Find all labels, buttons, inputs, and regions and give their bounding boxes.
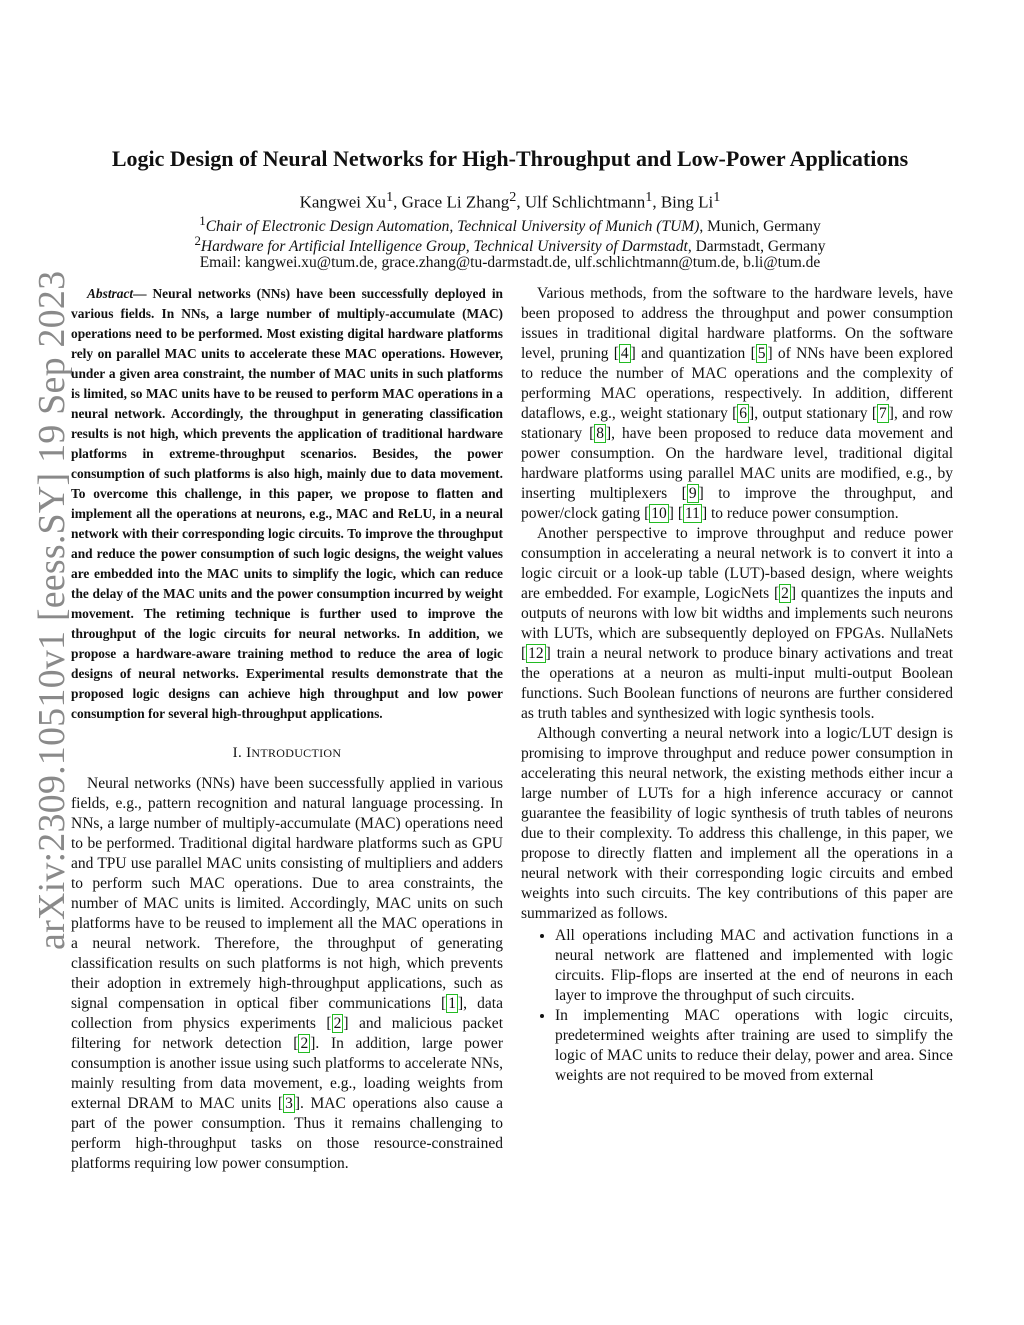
- citation-link[interactable]: 4: [620, 345, 629, 362]
- citation-link[interactable]: 3: [285, 1095, 293, 1112]
- abstract: Abstract— Neural networks (NNs) have been successfully deployed in various fields. In NNs, a large number of multiply-accumulate (MAC) operations need to be performed. Most existing digital hardware platforms rely on parallel MAC units to accelerate these MAC operations. However, under a given area constraint, the number of MAC units in such platforms is limited, so MAC units have to be reused to perform MAC operations in a neural network. Accordingly, the throughput in generating classification results is not high, which prevents the application of traditional hardware platforms in extreme-throughput scenarios. Besides, the power consumption of such platforms is also high, mainly due to data movement. To overcome this challenge, in this paper, we propose to flatten and implement all the operations at neurons, e.g., MAC and ReLU, in a neural network with their corresponding logic circuits. To improve the throughput and reduce the power consumption of such logic designs, the weight values are embedded into the MAC units to simplify the logic, which can reduce the delay of the MAC units and the power consumption incurred by weight movement. The retiming technique is further used to improve the throughput of the logic circuits for neural networks. In addition, we propose a hardware-aware training method to reduce the area of logic designs of neural networks. Experimental results demonstrate that the proposed logic designs can achieve high throughput and low power consumption for several high-throughput applications.: [71, 286, 503, 721]
- author-affiliation-mark: 1: [645, 189, 653, 205]
- citation-link[interactable]: 6: [739, 405, 748, 422]
- author-affiliation-mark: 1: [713, 189, 721, 205]
- affiliation-location: , Munich, Germany: [699, 218, 821, 236]
- citation-link[interactable]: 2: [333, 1015, 342, 1032]
- list-item: • All operations including MAC and activation functions in a neural network are flattened and implemented with logic circuits. Flip-flops are inserted at the end of neurons in each layer to improve the throughput of such circuits.: [555, 926, 953, 1006]
- affiliation-mark: 2: [194, 233, 201, 248]
- intro-paragraph-4: Although converting a neural network into a logic/LUT design is promising to improve throughput and reduce power consumption in accelerating this neural network, the existing methods either incur a large number of LUTs for a high inference accuracy or cannot guarantee the feasibility of logic synthesis of truth tables of neurons due to their complexity. To address this challenge, in this paper, we propose to directly flatten and implement all the operations in a neural network with their corresponding logic circuits and embed weights into such circuits. The key contributions of this paper are summarized as follows.: [521, 725, 953, 922]
- affiliation-location: , Darmstadt, Germany: [687, 238, 826, 256]
- author-emails: Email: kangwei.xu@tum.de, grace.zhang@tu-darmstadt.de, ulf.schlichtmann@tum.de, b.li@tum.de: [199, 254, 821, 271]
- citation-link[interactable]: 8: [596, 425, 604, 442]
- right-column: [521, 284, 953, 1086]
- citation-link[interactable]: 9: [688, 485, 697, 502]
- list-item: • In implementing MAC operations with logic circuits, predetermined weights after training are used to simplify the logic of MAC units to reduce their delay, power and area. Since weights are not required to be moved from external: [555, 1006, 953, 1086]
- contributions-list: [521, 926, 953, 1086]
- citation-link[interactable]: 2: [300, 1035, 309, 1052]
- citation-link[interactable]: 11: [685, 505, 700, 522]
- section-heading-introduction: I. INTRODUCTION: [232, 745, 342, 761]
- intro-paragraph-2: Various methods, from the software to the hardware levels, have been proposed to address the throughput and power consumption issues in traditional digital hardware platforms. On the software level, pruning [ 4 ] and quantization [ 5 ] of NNs have been explored to reduce the number of MAC operations and the complexity of performing MAC operations, respectively. In addition, different dataflows, e.g., weight stationary [ 6 ], output stationary [ 7 ], and row stationary [ 8 ], have been proposed to reduce data movement and power consumption. On the hardware level, traditional digital hardware platforms using parallel MAC units are modified, e.g., by inserting multiplexers [ 9 ] to improve the throughput, and power/clock gating [ 10 ] [ 11 ] to reduce power consumption.: [521, 285, 953, 522]
- citation-link[interactable]: 2: [781, 585, 789, 602]
- intro-paragraph-1: Neural networks (NNs) have been successfully applied in various fields, e.g., pattern recognition and natural language processing. In NNs, a large number of multiply-accumulate (MAC) operations need to be performed. Traditional digital hardware platforms such as GPU and TPU use parallel MAC units consisting of multipliers and adders to perform such MAC operations. Due to area constraints, the number of MAC units is limited. Accordingly, MAC units on such platforms have to be reused to implement all the MAC operations in a neural network. Therefore, the throughput of generating classification results on such platforms is not high, which prevents their adoption in extremely high-throughput applications, such as signal compensation in optical fiber communications [ 1 ], data collection from physics experiments [ 2 ] and malicious packet filtering for network detection [ 2 ]. In addition, large power consumption is another issue using such platforms to accelerate NNs, mainly resulting from data movement, e.g., loading weights from external DRAM to MAC units [ 3 ]. MAC operations also cause a part of the power consumption. Thus it remains challenging to perform high-throughput tasks on those resource-constrained platforms requiring low power consumption.: [71, 775, 503, 1172]
- arxiv-identifier: arXiv:2309.10510v1 [eess.SY] 19 Sep 2023: [31, 270, 73, 950]
- affiliation-mark: 1: [199, 213, 206, 228]
- paper-title: Logic Design of Neural Networks for High-Throughput and Low-Power Applications: [111, 146, 909, 171]
- citation-link[interactable]: 1: [448, 995, 456, 1012]
- author-affiliation-mark: 1: [386, 189, 394, 205]
- citation-link[interactable]: 7: [879, 405, 887, 422]
- affiliation-org: Chair of Electronic Design Automation, Technical University of Munich (TUM): [205, 218, 700, 236]
- author-name: Kangwei Xu: [299, 192, 387, 212]
- author-list: Kangwei Xu$^1$, Grace Li Zhang$^2$, Ulf Schlichtmann$^1$, Bing Li$^1$: [299, 189, 721, 212]
- author-name: Ulf Schlichtmann: [524, 192, 646, 212]
- abstract-label: Abstract: [87, 286, 134, 301]
- author-affiliation-mark: 2: [509, 189, 517, 205]
- citation-link[interactable]: 5: [757, 345, 766, 362]
- author-name: Grace Li Zhang: [401, 192, 510, 212]
- citation-link[interactable]: 10: [651, 505, 667, 522]
- intro-paragraph-3: Another perspective to improve throughput and reduce power consumption in accelerating a neural network is to convert it into a logic circuit or a look-up table (LUT)-based design, where weights are embedded. For example, LogicNets [ 2 ] quantizes the inputs and outputs of neurons with low bit widths and implements such neurons with LUTs, which are subsequently deployed on FPGAs. NullaNets [ 12 ] train a neural network to produce binary activations and treat the operations at a neuron as multi-input multi-output Boolean functions. Such Boolean functions of neurons are further considered as truth tables and synthesized with logic synthesis tools.: [521, 525, 954, 722]
- citation-link[interactable]: 12: [528, 645, 544, 662]
- author-name: Bing Li: [660, 192, 714, 212]
- left-column: [71, 284, 503, 1174]
- abstract-text: Neural networks (NNs) have been successfully deployed in various fields. In NNs, a large number of multiply-accumulate (MAC) operations need to be performed. Most existing digital hardware platforms rely on parallel MAC units to accelerate these MAC operations. However, under a given area constraint, the number of MAC units in such platforms is limited, so MAC units have to be reused to perform MAC operations in a neural network. Accordingly, the throughput in generating classification results is not high, which prevents the application of traditional hardware platforms in extreme-throughput scenarios. Besides, the power consumption of such platforms is also high, mainly due to data movement. To overcome this challenge, in this paper, we propose to flatten and implement all the operations at neurons, e.g., MAC and ReLU, in a neural network with their corresponding logic circuits. To improve the throughput and reduce the power consumption of such logic designs, the weight values are embedded into the MAC units to simplify the logic, which can reduce the delay of the MAC units and the power consumption incurred by weight movement. The retiming technique is further used to improve the throughput of the logic circuits for neural networks. In addition, we propose a hardware-aware training method to reduce the area of logic designs of neural networks. Experimental results demonstrate that the proposed logic designs can achieve high throughput and low power consumption for several high-throughput applications.: [71, 286, 503, 721]
- affiliation-org: Hardware for Artificial Intelligence Group, Technical University of Darmstadt: [200, 238, 688, 256]
